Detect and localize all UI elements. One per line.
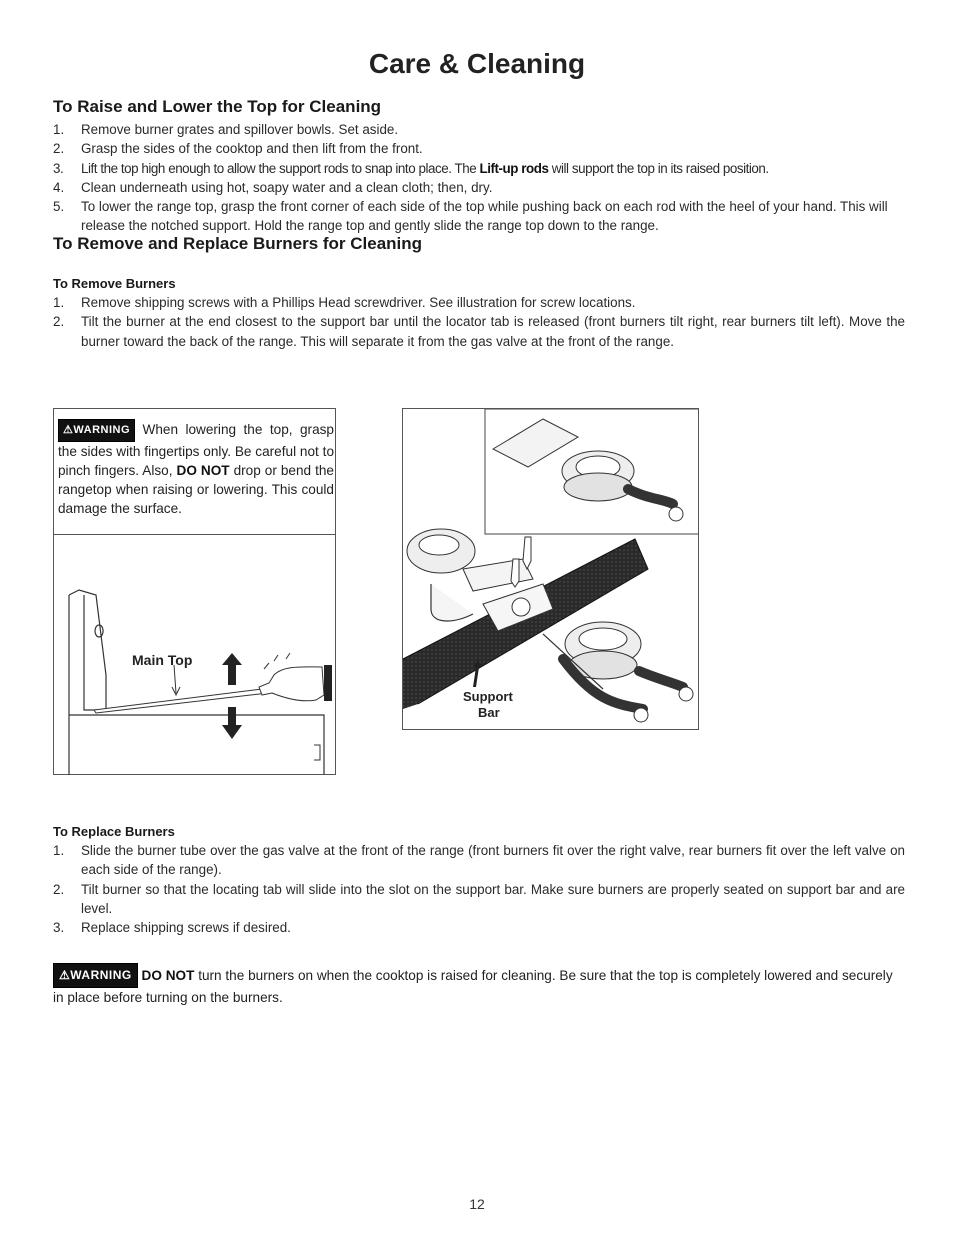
page-title: Care & Cleaning	[368, 48, 586, 79]
list-item: 4. Clean underneath using hot, soapy water and a clean cloth; then, dry.	[53, 179, 493, 195]
section-heading-raise-lower: To Raise and Lower the Top for Cleaning	[53, 97, 382, 116]
list-item: 2. Grasp the sides of the cooktop and then lift from the front.	[53, 141, 423, 157]
list-item: 3. Lift the top high enough to allow the support rods to snap into place. The Lift-up rods will support the top in its raised position.	[53, 160, 769, 176]
list-item: 1. Remove shipping screws with a Phillips Head screwdriver. See illustration for screw locations.	[53, 295, 636, 310]
warning-box	[53, 408, 336, 775]
range-top-illustration	[54, 535, 335, 775]
arrow-down-icon	[222, 707, 242, 739]
section-heading-burners: To Remove and Replace Burners for Cleaning	[53, 234, 423, 253]
warning-badge: ⚠WARNING	[53, 963, 138, 988]
list-item: 2. Tilt burner so that the locating tab will slide into the slot on the support bar. Make sure burners are properly seated on support bar and are level.	[53, 881, 905, 916]
list-item: 1. Slide the burner tube over the gas valve at the front of the range (front burners fit over the right valve, rear burners fit over the left valve on each side of the range).	[53, 843, 905, 878]
bottom-warning: ⚠WARNING DO NOT turn the burners on when the cooktop is raised for cleaning. Be sure that the top is completely lowered and securely in place before turning on the burners.	[53, 963, 905, 1007]
burner-diagram	[402, 408, 699, 730]
replace-burner-steps	[53, 841, 905, 937]
burner-support-illustration	[403, 409, 699, 730]
list-item: 5. To lower the range top, grasp the front corner of each side of the top while pushing back on each rod with the heel of your hand. This will release the notched support. Hold the range top and gently slide the range top down to the range.	[53, 199, 888, 234]
warning-triangle-icon: ⚠	[59, 968, 71, 982]
subheading-replace-burners: To Replace Burners	[53, 824, 175, 839]
page-number: 12	[469, 1196, 485, 1212]
list-item: 3. Replace shipping screws if desired.	[53, 920, 291, 936]
support-bar-label-line1: Support	[463, 689, 513, 704]
arrow-up-icon	[222, 653, 242, 685]
list-item: 1. Remove burner grates and spillover bowls. Set aside.	[53, 122, 399, 137]
support-bar-label-line2: Bar	[478, 705, 500, 720]
cuff	[324, 665, 332, 701]
warning-text: ⚠WARNING When lowering the top, grasp the sides with fingertips only. Be careful not to pinch fingers. Also, DO NOT drop or bend the rangetop when raising or lowering. This could damage the surface.	[58, 419, 334, 518]
list-item: 2. Tilt the burner at the end closest to the support bar until the locator tab is released (front burners tilt right, rear burners tilt left). Move the burner toward the back of the range. This will separate it from the gas valve at the front of the range.	[53, 314, 905, 349]
main-top-label: Main Top	[132, 652, 193, 668]
warning-badge: ⚠WARNING	[58, 419, 135, 442]
raise-lower-steps	[53, 120, 905, 236]
remove-burner-steps	[53, 293, 905, 351]
subheading-remove-burners: To Remove Burners	[53, 276, 176, 291]
warning-triangle-icon: ⚠	[63, 424, 74, 436]
